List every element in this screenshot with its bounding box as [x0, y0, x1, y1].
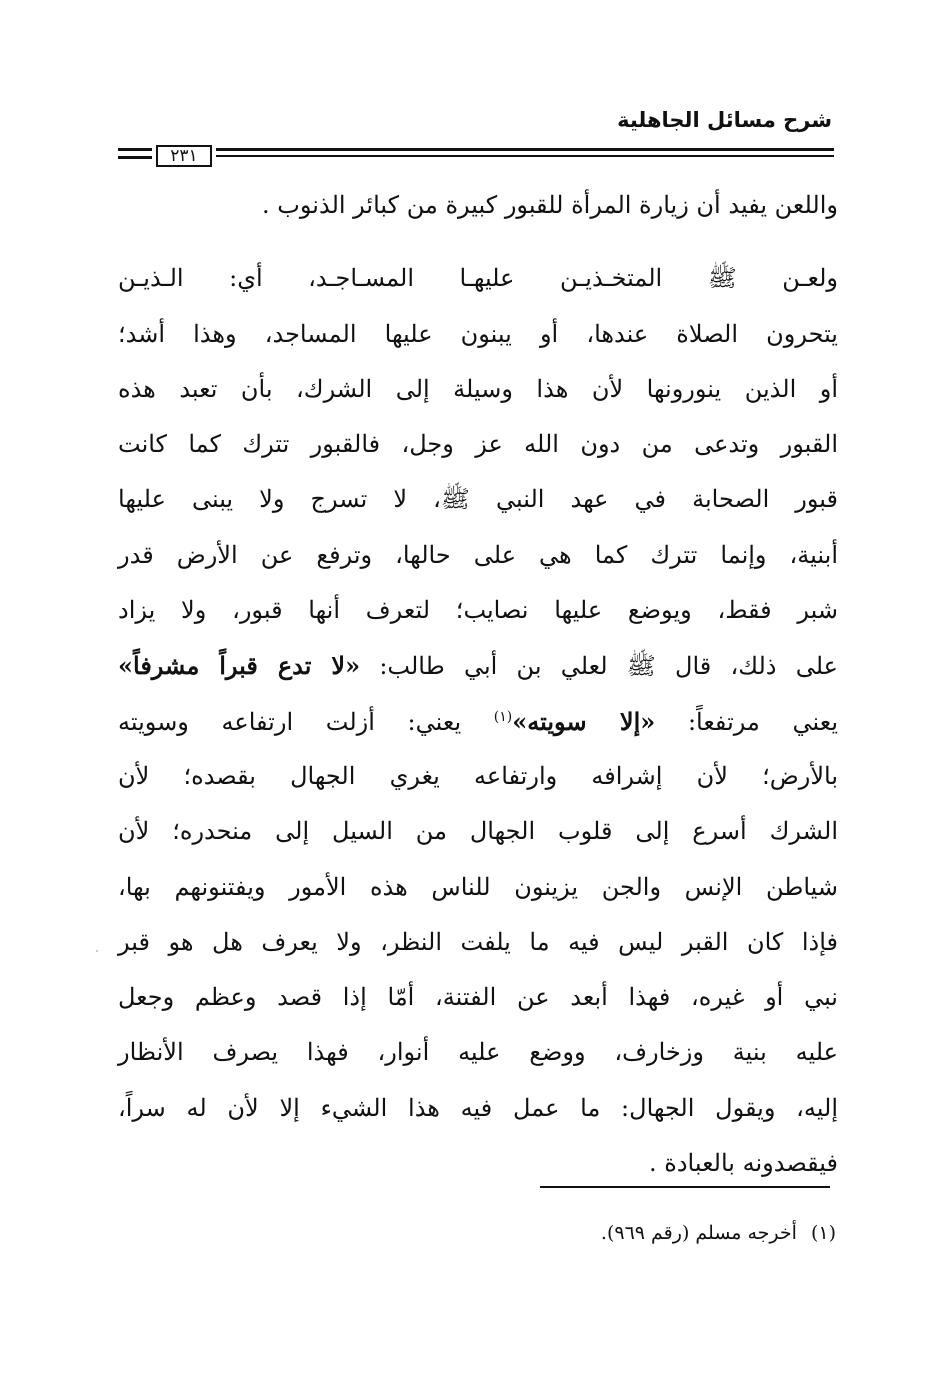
footnote-number: (١) — [810, 1222, 836, 1244]
body-text — [118, 178, 838, 1191]
text-line — [118, 694, 838, 749]
text-line: قبور الصحابة في عهد النبي ﷺ، لا تسرج ولا يبنى عليها — [118, 485, 838, 514]
text-line: فإذا كان القبر ليس فيه ما يلفت النظر، ولا يعرف هل هو قبر — [118, 927, 838, 956]
text-line: واللعن يفيد أن زيارة المرأة للقبور كبيرة من كبائر الذنوب . — [262, 191, 838, 219]
text-line: القبور وتدعى من دون الله عز وجل، فالقبور تترك كما كانت — [118, 430, 838, 459]
text-line: شياطن الإنس والجن يزينون للناس هذه الأمور ويفتنونهم بها، — [118, 872, 838, 901]
hadith-quote: «إلا سويته» — [512, 706, 656, 736]
text-line: فيقصدونه بالعبادة . — [649, 1149, 838, 1178]
text-line: يتحرون الصلاة عندها، أو يبنون عليها المساجد، وهذا أشد؛ — [118, 319, 838, 348]
text-segment: على ذلك، قال ﷺ لعلي بن أبي طالب: — [379, 652, 838, 681]
footnote — [601, 1222, 836, 1244]
text-segment: يعني: أزلت ارتفاعه وسويته — [118, 707, 462, 736]
text-line: عليه بنية وزخارف، ووضع عليه أنوار، فهذا يصرف الأنظار — [118, 1038, 838, 1067]
text-line — [118, 638, 838, 693]
text-line: أو الذين ينورونها لأن هذا وسيلة إلى الشرك، بأن تعبد هذه — [118, 374, 838, 403]
header-rule-thin — [216, 155, 834, 157]
text-line: الشرك أسرع إلى قلوب الجهال من السيل إلى منحدره؛ لأن — [118, 817, 838, 846]
text-line: ولعـن ﷺ المتخـذيـن عليهـا المسـاجـد، أي: الـذيـن — [118, 264, 838, 293]
text-line: أبنية، وإنما تترك كما هي على حالها، وترفع عن الأرض قدر — [118, 540, 838, 569]
text-line: نبي أو غيره، فهذا أبعد عن الفتنة، أمّا إذا قصد وعظم وجعل — [118, 983, 838, 1012]
text-line: إليه، ويقول الجهال: ما عمل فيه هذا الشيء إلا لأن له سراً، — [118, 1093, 838, 1122]
page-number: ٢٣١ — [156, 145, 212, 167]
text-segment: يعني مرتفعاً: — [687, 707, 838, 736]
header-rule-left-top — [118, 148, 152, 151]
text-line: بالأرض؛ لأن إشرافه وارتفاعه يغري الجهال بقصده؛ لأن — [118, 761, 838, 790]
header-rule-thick — [216, 148, 834, 151]
text-line: شبر فقط، ويوضع عليها نصايب؛ لتعرف أنها قبور، ولا يزاد — [118, 596, 838, 625]
header-rule-left-bottom — [118, 156, 152, 159]
footnote-separator — [540, 1186, 830, 1188]
footnote-reference[interactable]: (١) — [493, 708, 513, 725]
header-title: شرح مسائل الجاهلية — [617, 108, 832, 132]
scan-speck — [96, 950, 98, 952]
footnote-text: أخرجه مسلم (رقم ٩٦٩). — [600, 1222, 797, 1244]
hadith-quote: «لا تدع قبراً مشرفاً» — [118, 651, 361, 681]
